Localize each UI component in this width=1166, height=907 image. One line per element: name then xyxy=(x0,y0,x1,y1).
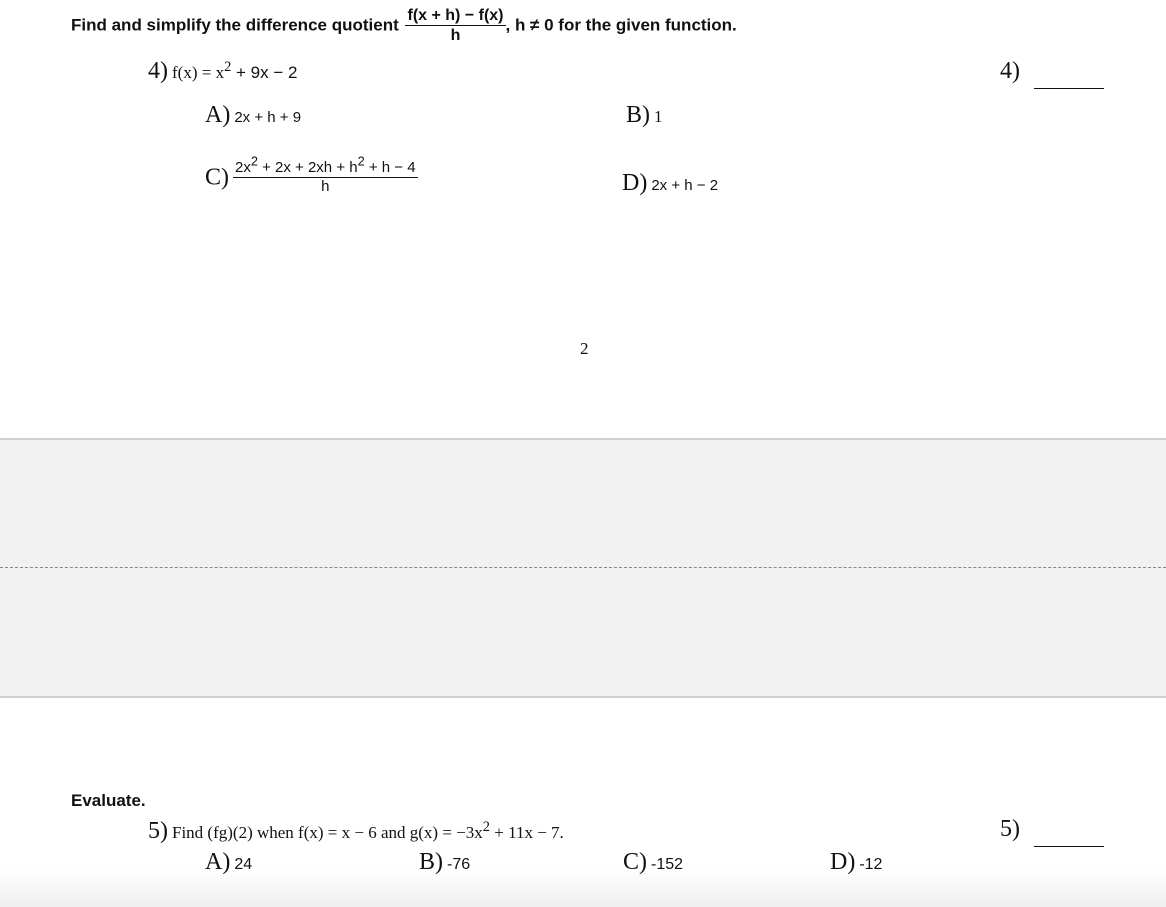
choice-4a-label: A) xyxy=(205,102,231,128)
instruction-line xyxy=(71,7,737,45)
answer-blank-4[interactable] xyxy=(1034,88,1104,89)
evaluate-heading: Evaluate. xyxy=(71,791,146,810)
choice-4c-numerator: $2x^2 + 2x + 2xh + h^2 + h - 4$ xyxy=(235,153,416,176)
problem-5-number: 5) xyxy=(148,818,168,844)
instruction-prefix: Find and simplify the difference quotient xyxy=(71,15,399,35)
choice-4d[interactable] xyxy=(622,170,718,197)
choice-5a-text: 24 xyxy=(234,856,253,873)
choice-5d[interactable] xyxy=(830,849,882,876)
problem-4-function: $f(x) = x^2 + 9x - 2$ xyxy=(172,58,298,82)
choice-4b-text: 1 xyxy=(654,107,663,126)
answer-blank-5[interactable] xyxy=(1034,846,1104,847)
choice-5a[interactable] xyxy=(205,849,252,876)
answer-label-5: 5) xyxy=(1000,816,1020,842)
page-number: 2 xyxy=(580,339,589,358)
difference-quotient xyxy=(405,7,505,45)
choice-4c-label: C) xyxy=(205,164,229,191)
problem-5-text: Find (fg)(2) when f(x) = x − 6 and $g(x) = -3x^2 + 11x - 7$. xyxy=(172,818,564,842)
choice-5b[interactable] xyxy=(419,849,470,876)
instruction-suffix: , h ≠ 0 for the given function. xyxy=(505,15,737,35)
choice-5c-label: C) xyxy=(623,849,647,875)
page-break-band xyxy=(0,438,1166,698)
choice-5d-label: D) xyxy=(830,849,856,875)
quotient-denominator: h xyxy=(450,26,461,44)
choice-5d-text: -12 xyxy=(859,856,883,873)
page-break-dashed-line xyxy=(0,567,1166,568)
choice-4b-label: B) xyxy=(626,102,650,128)
choice-4b[interactable] xyxy=(626,102,663,129)
choice-4a[interactable] xyxy=(205,102,301,129)
choice-5c[interactable] xyxy=(623,849,683,876)
bottom-shade xyxy=(0,868,1166,907)
choice-5c-text: -152 xyxy=(651,856,684,873)
choice-4c-fraction xyxy=(233,153,418,196)
problem-4-statement xyxy=(148,58,297,85)
problem-4-number: 4) xyxy=(148,58,168,84)
choice-4c[interactable] xyxy=(205,153,418,196)
choice-4d-label: D) xyxy=(622,170,648,196)
choice-4c-denominator: h xyxy=(321,177,330,195)
problem-5-statement xyxy=(148,818,564,845)
choice-4a-text: 2x + h + 9 xyxy=(234,109,302,126)
answer-label-4: 4) xyxy=(1000,58,1020,84)
choice-5b-text: -76 xyxy=(447,856,471,873)
choice-5a-label: A) xyxy=(205,849,231,875)
choice-5b-label: B) xyxy=(419,849,443,875)
choice-4d-text: 2x + h − 2 xyxy=(651,177,719,194)
quotient-numerator: f(x + h) − f(x) xyxy=(407,7,504,24)
